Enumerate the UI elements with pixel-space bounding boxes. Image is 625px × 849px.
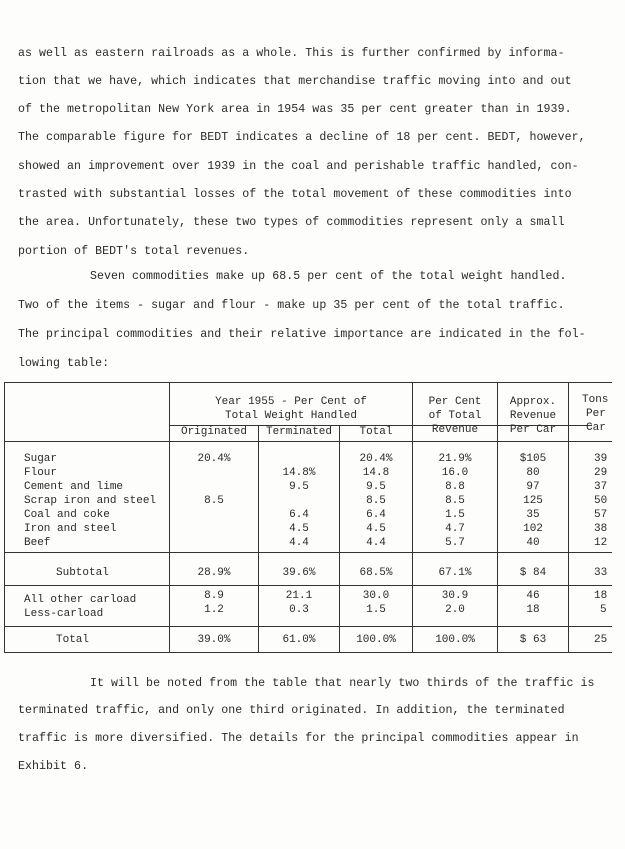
commodity-1-per-car: $105: [519, 453, 547, 465]
commodity-table: [4, 382, 612, 654]
paragraph-1-line-6: trasted with substantial losses of the total movement of these commodities into: [18, 188, 572, 201]
total-per-car: $ 63: [519, 634, 547, 646]
header-approx-line-1: Approx.: [509, 396, 557, 408]
commodity-6-terminated: 4.5: [289, 523, 309, 535]
commodity-1-name: Sugar: [24, 453, 58, 465]
commodity-3-revenue: 8.8: [445, 481, 465, 493]
header-total: Total: [359, 426, 393, 438]
commodity-3-total: 9.5: [366, 481, 386, 493]
commodity-6-tons: 38: [594, 523, 608, 535]
commodity-5-revenue: 1.5: [445, 509, 465, 521]
paragraph-1-line-2: tion that we have, which indicates that merchandise traffic moving into and out: [18, 75, 572, 88]
commodity-4-total: 8.5: [366, 495, 386, 507]
paragraph-3-line-4: Exhibit 6.: [18, 760, 89, 773]
commodity-6-per-car: 102: [523, 523, 543, 535]
commodity-3-terminated: 9.5: [289, 481, 309, 493]
commodity-2-tons: 29: [594, 467, 608, 479]
subtotal-top-rule: [4, 552, 612, 553]
commodity-7-name: Beef: [24, 537, 51, 549]
paragraph-3-line-1: It will be noted from the table that nearly two thirds of the traffic is: [90, 677, 595, 690]
paragraph-2-line-4: lowing table:: [18, 357, 110, 370]
subtotal-originated: 28.9%: [197, 567, 231, 579]
paragraph-1-line-1: as well as eastern railroads as a whole. This is further confirmed by informa-: [18, 47, 565, 60]
commodity-1-revenue: 21.9%: [438, 453, 472, 465]
other-carload-terminated: 21.1: [285, 590, 313, 602]
total-revenue: 100.0%: [435, 634, 475, 646]
paragraph-2-line-1: Seven commodities make up 68.5 per cent of the total weight handled.: [90, 270, 567, 283]
commodity-6-revenue: 4.7: [445, 523, 465, 535]
other-carload-revenue: 30.9: [441, 590, 469, 602]
commodity-5-total: 6.4: [366, 509, 386, 521]
paragraph-1-line-3: of the metropolitan New York area in 1954 was 35 per cent greater than in 1939.: [18, 103, 572, 116]
other-carload-per-car: 46: [526, 590, 540, 602]
commodity-6-name: Iron and steel: [24, 523, 117, 535]
commodity-4-per-car: 125: [523, 495, 543, 507]
commodity-3-per-car: 97: [526, 481, 540, 493]
commodity-3-tons: 37: [594, 481, 608, 493]
commodity-2-per-car: 80: [526, 467, 540, 479]
header-terminated: Terminated: [265, 426, 332, 438]
header-revenue-line-1: Per Cent: [428, 396, 482, 408]
other-carload-originated: 8.9: [204, 590, 224, 602]
other-carload-total: 30.0: [362, 590, 390, 602]
commodity-1-tons: 39: [594, 453, 608, 465]
header-group-line-2: Total Weight Handled: [224, 410, 358, 422]
commodity-5-per-car: 35: [526, 509, 540, 521]
commodity-1-originated: 20.4%: [197, 453, 231, 465]
commodity-1-total: 20.4%: [359, 453, 393, 465]
total-originated: 39.0%: [197, 634, 231, 646]
paragraph-1-line-5: showed an improvement over 1939 in the coal and perishable traffic handled, con-: [18, 160, 579, 173]
less-carload-terminated: 0.3: [289, 604, 309, 616]
subtotal-label: Subtotal: [56, 567, 109, 579]
commodity-2-terminated: 14.8%: [282, 467, 316, 479]
header-approx-line-3: Per Car: [509, 424, 557, 436]
commodity-5-name: Coal and coke: [24, 509, 110, 521]
commodity-4-revenue: 8.5: [445, 495, 465, 507]
vrule-per-car: [568, 382, 569, 653]
total-label: Total: [56, 634, 90, 646]
header-revenue-line-3: Revenue: [431, 424, 479, 436]
less-carload-per-car: 18: [526, 604, 540, 616]
subtotal-tons: 33: [594, 567, 608, 579]
total-top-rule: [4, 626, 612, 627]
commodity-3-name: Cement and lime: [24, 481, 124, 493]
commodity-7-tons: 12: [594, 537, 608, 549]
header-tons-line-1: Tons: [582, 394, 609, 406]
table-bottom-rule: [4, 652, 612, 653]
commodity-4-name: Scrap iron and steel: [24, 495, 157, 507]
less-carload-tons: 5: [600, 604, 607, 616]
vrule-left: [4, 382, 5, 653]
total-total: 100.0%: [356, 634, 396, 646]
paragraph-3-line-2: terminated traffic, and only one third originated. In addition, the terminated: [18, 704, 565, 717]
subtotal-per-car: $ 84: [519, 567, 547, 579]
less-carload-revenue: 2.0: [445, 604, 465, 616]
less-carload-originated: 1.2: [204, 604, 224, 616]
table-top-rule: [4, 382, 612, 383]
commodity-5-tons: 57: [594, 509, 608, 521]
paragraph-2-line-2: Two of the items - sugar and flour - make up 35 per cent of the total traffic.: [18, 299, 565, 312]
commodity-2-name: Flour: [24, 467, 58, 479]
header-bottom-rule: [4, 441, 612, 442]
header-tons-line-2: Per: [586, 408, 606, 420]
paragraph-1-line-7: the area. Unfortunately, these two types of commodities represent only a small: [18, 216, 565, 229]
commodity-7-terminated: 4.4: [289, 537, 309, 549]
other-carload-tons: 18: [594, 590, 608, 602]
commodity-2-total: 14.8: [362, 467, 390, 479]
header-group-line-1: Year 1955 - Per Cent of: [215, 396, 367, 408]
paragraph-2-line-3: The principal commodities and their relative importance are indicated in the fol-: [18, 328, 586, 341]
header-revenue-line-2: of Total: [428, 410, 482, 422]
commodity-4-originated: 8.5: [204, 495, 224, 507]
commodity-5-terminated: 6.4: [289, 509, 309, 521]
less-carload-total: 1.5: [366, 604, 386, 616]
commodity-2-revenue: 16.0: [441, 467, 469, 479]
paragraph-1-line-4: The comparable figure for BEDT indicates a decline of 18 per cent. BEDT, however,: [18, 131, 586, 144]
commodity-7-revenue: 5.7: [445, 537, 465, 549]
commodity-4-tons: 50: [594, 495, 608, 507]
header-approx-line-2: Revenue: [509, 410, 557, 422]
header-originated: Originated: [180, 426, 247, 438]
paragraph-3-line-3: traffic is more diversified. The details for the principal commodities appear in: [18, 732, 579, 745]
commodity-7-total: 4.4: [366, 537, 386, 549]
paragraph-1-line-8: portion of BEDT's total revenues.: [18, 245, 250, 258]
subtotal-total: 68.5%: [359, 567, 393, 579]
header-tons-line-3: Car: [586, 422, 606, 434]
total-terminated: 61.0%: [282, 634, 316, 646]
other-carload-label: All other carload: [24, 594, 137, 606]
commodity-6-total: 4.5: [366, 523, 386, 535]
total-tons: 25: [594, 634, 608, 646]
less-carload-label: Less-carload: [24, 608, 104, 620]
subtotal-revenue: 67.1%: [438, 567, 472, 579]
commodity-7-per-car: 40: [526, 537, 540, 549]
subtotal-terminated: 39.6%: [282, 567, 316, 579]
subtotal-bottom-rule: [4, 585, 612, 586]
